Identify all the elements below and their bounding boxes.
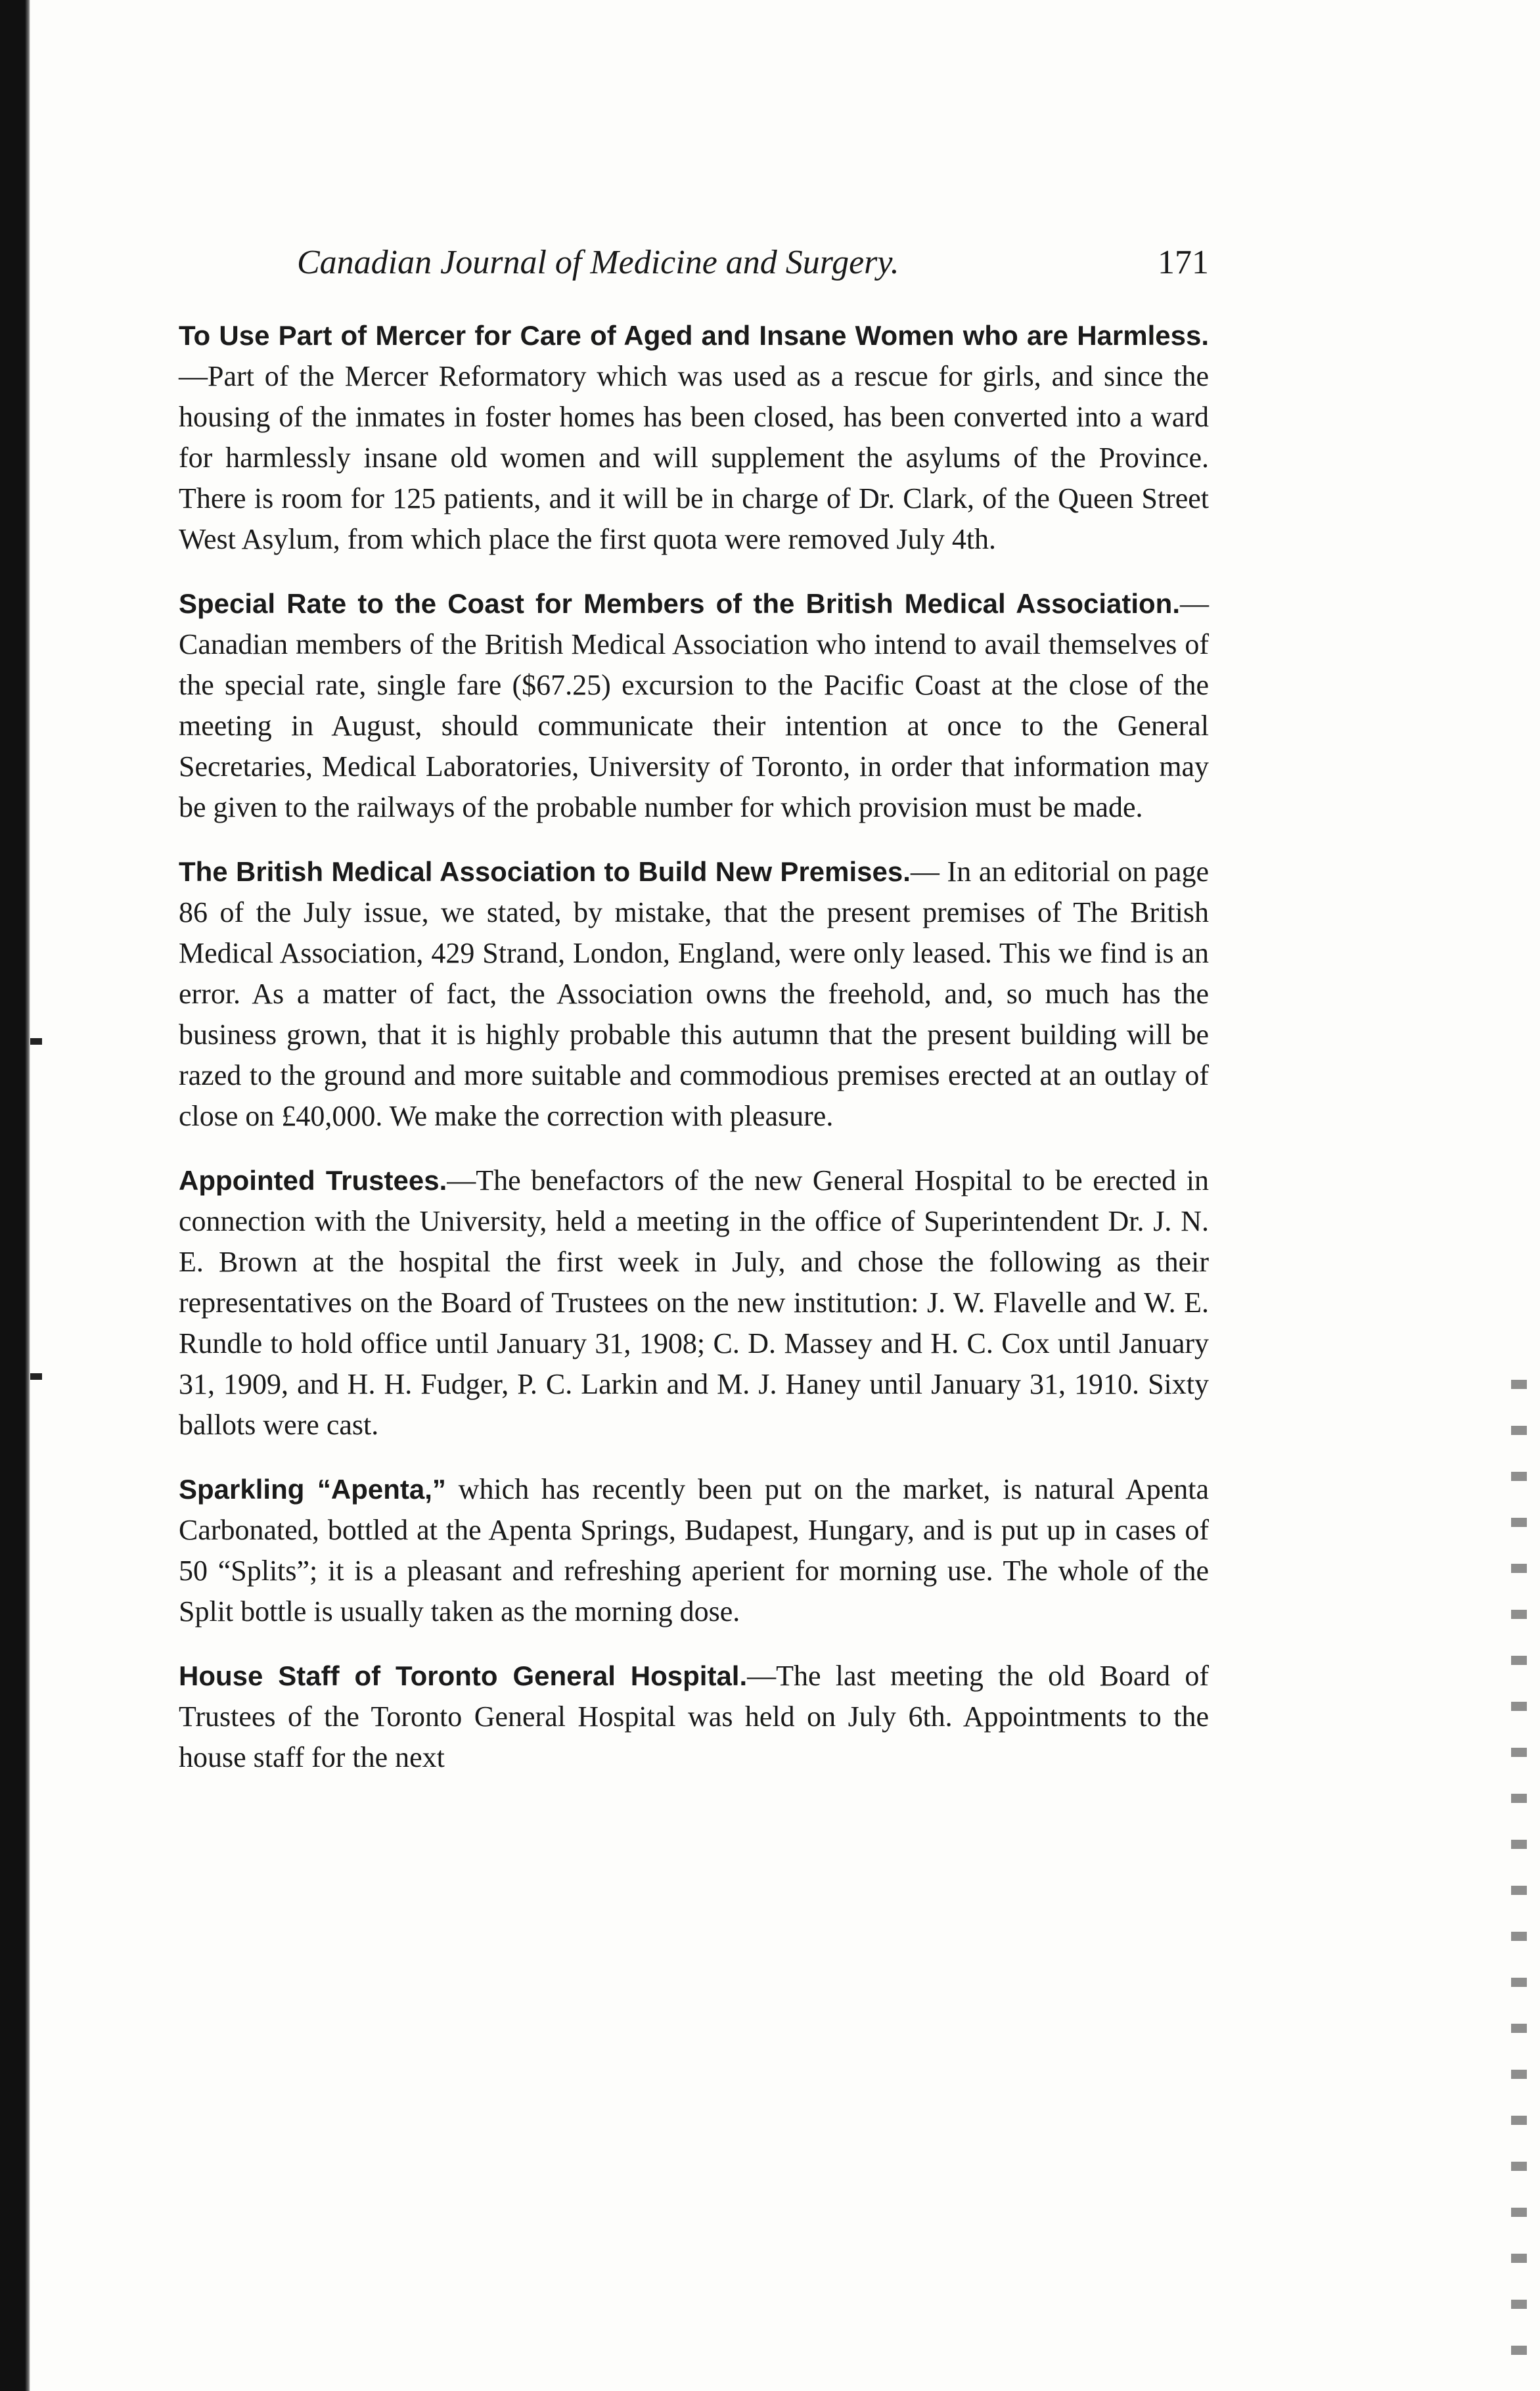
article-body: —The benefactors of the new General Hospital to be erected in connection with the University, held a meeting in the office of Superintendent Dr. J. N. E. Brown at the hospital the first week in July, and chose the following as their representatives on the Board of Trustees on the new institution: J. W. Flavelle and W. E. Rundle to hold office until January 31, 1908; C. D. Massey and H. C. Cox until January 31, 1909, and H. H. Fudger, P. C. Larkin and M. J. Haney until January 31, 1910. Sixty ballots were cast. xyxy=(179,1164,1210,1441)
paragraph xyxy=(179,1160,1209,1446)
article-body: —Canadian members of the British Medical Association who intend to avail themselves of the special rate, single fare ($67.25) excursion to the Pacific Coast at the close of the meeting in August, should communicate their intention at once to the General Secretaries, Medical Laboratories, University of Toronto, in order that information may be given to the railways of the probable number for which provision must be made. xyxy=(179,587,1209,823)
article-heading: House Staff of Toronto General Hospital. xyxy=(179,1660,748,1691)
paragraph xyxy=(179,1469,1209,1632)
running-header xyxy=(179,237,1209,315)
journal-title: Canadian Journal of Medicine and Surgery. xyxy=(297,244,899,281)
article-body: —The last meeting the old Board of Trustees of the Toronto General Hospital was held on July 6th. Appointments to the house staff for the next xyxy=(179,1660,1209,1773)
article-heading: Sparkling “Apenta,” xyxy=(179,1474,446,1505)
paragraph xyxy=(179,852,1209,1137)
article-special-rate xyxy=(179,583,1209,828)
article-house-staff xyxy=(179,1656,1209,1778)
page-number: 171 xyxy=(1158,244,1209,281)
article-heading: Special Rate to the Coast for Members of the British Medical Association. xyxy=(179,588,1180,619)
journal-page xyxy=(179,237,1209,1802)
paragraph xyxy=(179,583,1209,828)
page-edge-marks xyxy=(1511,1380,1527,2365)
article-heading: Appointed Trustees. xyxy=(179,1165,447,1196)
article-heading: To Use Part of Mercer for Care of Aged and Insane Women who are Harmless. xyxy=(179,320,1209,351)
article-body: which has recently been put on the market, is natural Apenta Carbonated, bottled at the Apenta Springs, Budapest, Hungary, and is put up in cases of 50 “Splits”; it is a pleasant and refreshing aperient for morning use. The whole of the Split bottle is usually taken as the morning dose. xyxy=(179,1473,1209,1628)
paragraph xyxy=(179,315,1209,560)
article-body: —Part of the Mercer Reformatory which was used as a rescue for girls, and since the housing of the inmates in foster homes has been closed, has been converted into a ward for harmlessly insane old women and will supplement the asylums of the Province. There is room for 125 patients, and it will be in charge of Dr. Clark, of the Queen Street West Asylum, from which place the first quota were removed July 4th. xyxy=(179,360,1209,555)
article-trustees xyxy=(179,1160,1209,1446)
binding-edge xyxy=(0,0,30,2391)
binding-mark xyxy=(30,1373,42,1380)
article-apenta xyxy=(179,1469,1209,1632)
article-bma-premises xyxy=(179,852,1209,1137)
article-body: — In an editorial on page 86 of the July issue, we stated, by mistake, that the present premises of The British Medical Association, 429 Strand, London, England, were only leased. This we find is an error. As a matter of fact, the Association owns the freehold, and, so much has the business grown, that it is highly probable this autumn that the present building will be razed to the ground and more suitable and commodious premises erected at an outlay of close on £40,000. We make the correction with pleasure. xyxy=(179,855,1209,1132)
binding-mark xyxy=(30,1038,42,1045)
article-mercer xyxy=(179,315,1209,560)
article-heading: The British Medical Association to Build New Premises. xyxy=(179,856,911,887)
paragraph xyxy=(179,1656,1209,1778)
